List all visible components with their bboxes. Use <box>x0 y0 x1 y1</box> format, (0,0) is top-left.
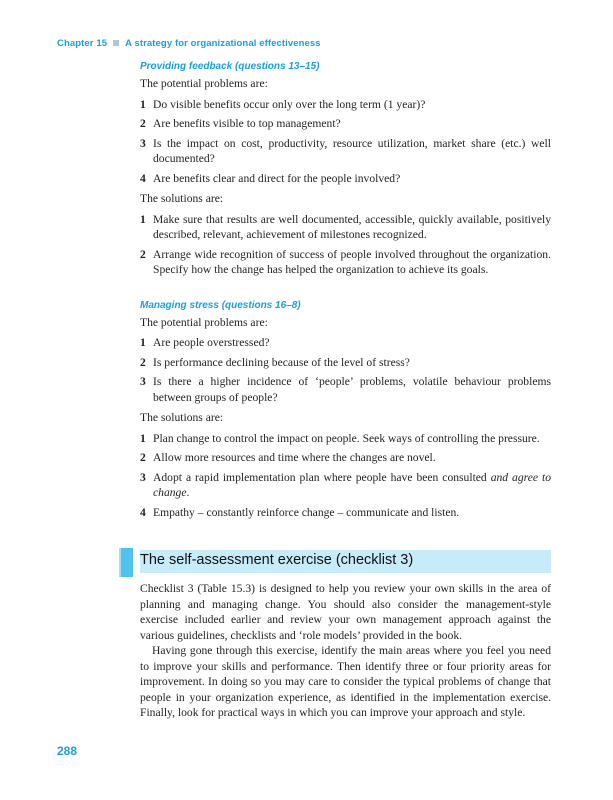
list-item <box>140 116 551 132</box>
item-number: 3 <box>140 375 146 388</box>
item-number: 3 <box>140 470 146 484</box>
running-head <box>57 38 321 49</box>
item-text: Make sure that results are well documented, accessible, quickly available, positively described, relevant, achievement of milestones recognized. <box>153 212 551 241</box>
item-text: Empathy – constantly reinforce change – communicate and listen. <box>153 505 460 519</box>
list-item <box>140 431 551 447</box>
item-text-emphasis: and agree to change <box>153 470 551 499</box>
item-number: 2 <box>140 247 146 261</box>
item-text-end: . <box>186 486 190 499</box>
stress-problems-list <box>140 335 551 405</box>
item-text: Allow more resources and time where the changes are novel. <box>153 451 436 464</box>
list-item <box>140 136 551 167</box>
item-number: 1 <box>140 431 146 445</box>
section-heading-box <box>140 550 551 573</box>
item-text: Plan change to control the impact on people. Seek ways of controlling the pressure. <box>153 431 540 445</box>
item-number: 1 <box>140 212 146 226</box>
stress-solutions-list <box>140 431 551 521</box>
item-text: Adopt a rapid implementation plan where people have been consulted <box>153 470 491 484</box>
list-item <box>140 470 551 501</box>
stress-solutions-intro: The solutions are: <box>140 411 224 424</box>
item-text: Is the impact on cost, productivity, resource utilization, market share (etc.) well documented? <box>153 136 551 165</box>
feedback-problems-intro: The potential problems are: <box>140 77 268 90</box>
page-content <box>140 60 551 721</box>
feedback-solutions-intro: The solutions are: <box>140 192 224 205</box>
item-text: Arrange wide recognition of success of people involved throughout the organization. Specify how the change has helped the organization to achieve its goals. <box>153 247 551 276</box>
item-text: Are benefits visible to top management? <box>153 117 341 130</box>
feedback-heading: Providing feedback (questions 13–15) <box>140 61 320 72</box>
list-item <box>140 247 551 278</box>
chapter-label: Chapter 15 <box>57 38 108 49</box>
list-item <box>140 355 551 371</box>
list-item <box>140 97 551 113</box>
list-item <box>140 335 551 351</box>
item-number: 1 <box>140 336 146 349</box>
item-text: Are people overstressed? <box>153 336 270 349</box>
page-number: 288 <box>57 744 78 758</box>
item-number: 3 <box>140 136 146 150</box>
item-number: 2 <box>140 117 146 130</box>
item-text: Is performance declining because of the level of stress? <box>153 355 410 369</box>
list-item <box>140 450 551 466</box>
chapter-title: A strategy for organizational effectiveness <box>125 38 321 49</box>
feedback-problems-list <box>140 97 551 187</box>
item-number: 4 <box>140 171 146 185</box>
list-item <box>140 505 551 521</box>
item-number: 2 <box>140 451 146 464</box>
list-item <box>140 374 551 405</box>
item-number: 4 <box>140 505 146 519</box>
item-number: 2 <box>140 355 146 369</box>
body-paragraph-2: Having gone through this exercise, identify the main areas where you feel you need to improve your skills and performance. Then identify three or four priority areas for improvement. In doing so you may care to consider the typical problems of change that people in your organization experience, as identified in the implementation exercise. Finally, look for practical ways in which you can improve your approach and style. <box>140 644 551 719</box>
list-item <box>140 212 551 243</box>
list-item <box>140 171 551 187</box>
separator-square-icon <box>113 40 119 46</box>
heading-accent-bar <box>121 548 133 577</box>
stress-heading: Managing stress (questions 16–8) <box>140 299 301 311</box>
item-text: Do visible benefits occur only over the long term (1 year)? <box>153 97 426 111</box>
feedback-solutions-list <box>140 212 551 278</box>
stress-problems-intro: The potential problems are: <box>140 315 268 329</box>
item-text: Are benefits clear and direct for the people involved? <box>153 171 401 185</box>
body-paragraph-1: Checklist 3 (Table 15.3) is designed to help you review your own skills in the area of planning and managing change. You should also consider the management-style exercise included earlier and review your own management approach against the various guidelines, checklists and ‘role models’ provided in the book. <box>140 582 551 642</box>
item-text: Is there a higher incidence of ‘people’ problems, volatile behaviour problems between groups of people? <box>153 375 551 404</box>
item-number: 1 <box>140 97 146 111</box>
section-title: The self-assessment exercise (checklist 3) <box>140 552 414 568</box>
